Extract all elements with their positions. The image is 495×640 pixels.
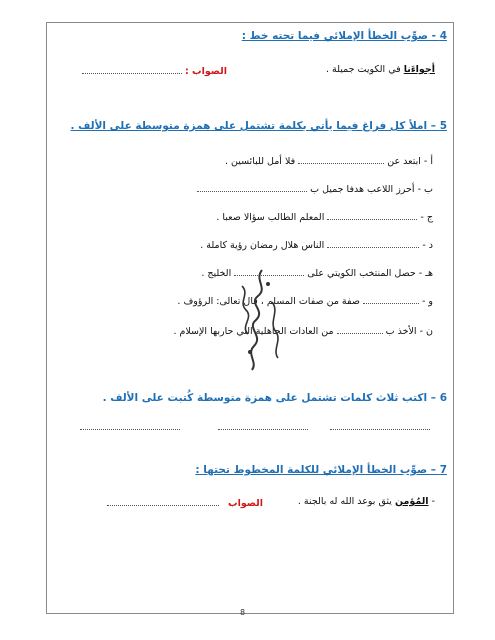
q5-item-after: صفة من صفات المسلم ، قال تعالى: الرؤوف . xyxy=(177,296,360,307)
q5-item-label: و - xyxy=(421,296,433,307)
q5-heading xyxy=(71,120,448,132)
q5-item-label: د - xyxy=(422,240,433,251)
q5-item-c xyxy=(216,210,433,223)
q5-item-d xyxy=(200,238,433,251)
q5-item-before: الأخذ ب xyxy=(385,326,417,337)
q5-title: 5 – املأ كل فراغ فيما يأتي بكلمة تشتمل على همزة متوسطة على الألف . xyxy=(70,120,447,132)
q7-sentence-rest: يثق بوعد الله له بالجنة . xyxy=(297,496,395,507)
q5-item-a xyxy=(225,154,433,167)
q5-item-before: ابتعد عن xyxy=(387,156,421,167)
q6-blank-1[interactable] xyxy=(330,428,430,430)
q7-answer xyxy=(107,496,263,509)
q5-blank-b[interactable] xyxy=(197,182,307,192)
q5-item-label: هـ - xyxy=(418,268,433,279)
q5-item-label: أ - xyxy=(423,156,433,167)
q7-heading xyxy=(195,464,447,476)
q7-prefix: - xyxy=(431,496,435,507)
q5-blank-f[interactable] xyxy=(363,294,419,304)
q5-item-b xyxy=(197,182,433,195)
q5-item-after: المعلم الطالب سؤالا صعبا . xyxy=(216,212,325,223)
q4-title: 4 - صوِّب الخطأ الإملائي فيما تحته خط : xyxy=(241,30,447,42)
q4-error-word: أجواءَنا xyxy=(403,64,435,75)
q6-blank-2[interactable] xyxy=(218,428,308,430)
q5-item-label: ج - xyxy=(420,212,433,223)
q5-item-before: أحرز اللاعب هدفا جميل ب xyxy=(310,184,415,195)
watermark-signature-icon xyxy=(228,266,288,376)
q4-sentence-rest: في الكويت جميلة . xyxy=(325,64,404,75)
q5-item-after: من العادات الجاهلية التي حاربها الإسلام . xyxy=(173,326,334,337)
q4-sentence xyxy=(326,64,435,75)
q5-blank-g[interactable] xyxy=(337,324,383,334)
q5-blank-a[interactable] xyxy=(298,154,384,164)
q5-item-g xyxy=(173,324,433,337)
q6-heading xyxy=(103,392,447,404)
q7-title: 7 – صوِّب الخطأ الإملائي للكلمة المخطوط تحتها : xyxy=(195,464,447,476)
q7-error-word: المُؤمن xyxy=(394,496,429,507)
q4-answer xyxy=(82,64,227,77)
q5-item-after: فلا أمل للبائسين . xyxy=(224,156,296,167)
q5-item-before: حصل المنتخب الكويتي على xyxy=(307,268,416,279)
q4-heading xyxy=(242,30,447,42)
page-number: 8 xyxy=(240,608,246,617)
q5-item-label: ن - xyxy=(419,326,433,337)
q5-item-after: الناس هلال رمضان رؤية كاملة . xyxy=(200,240,325,251)
q5-item-after: الخليج . xyxy=(201,268,232,279)
q5-item-label: ب - xyxy=(417,184,433,195)
q6-title: 6 – اكتب ثلاث كلمات تشتمل على همزة متوسطة كُتبت على الألف . xyxy=(102,392,447,404)
q6-blank-3[interactable] xyxy=(80,428,180,430)
q5-item-f xyxy=(177,294,433,307)
q4-answer-blank[interactable] xyxy=(82,64,182,74)
q5-blank-c[interactable] xyxy=(327,210,417,220)
q5-blank-d[interactable] xyxy=(327,238,419,248)
q7-answer-blank[interactable] xyxy=(107,496,219,506)
q7-answer-label: الصواب xyxy=(228,498,263,509)
q7-sentence xyxy=(298,496,435,507)
q4-answer-label: الصواب : xyxy=(184,66,227,77)
